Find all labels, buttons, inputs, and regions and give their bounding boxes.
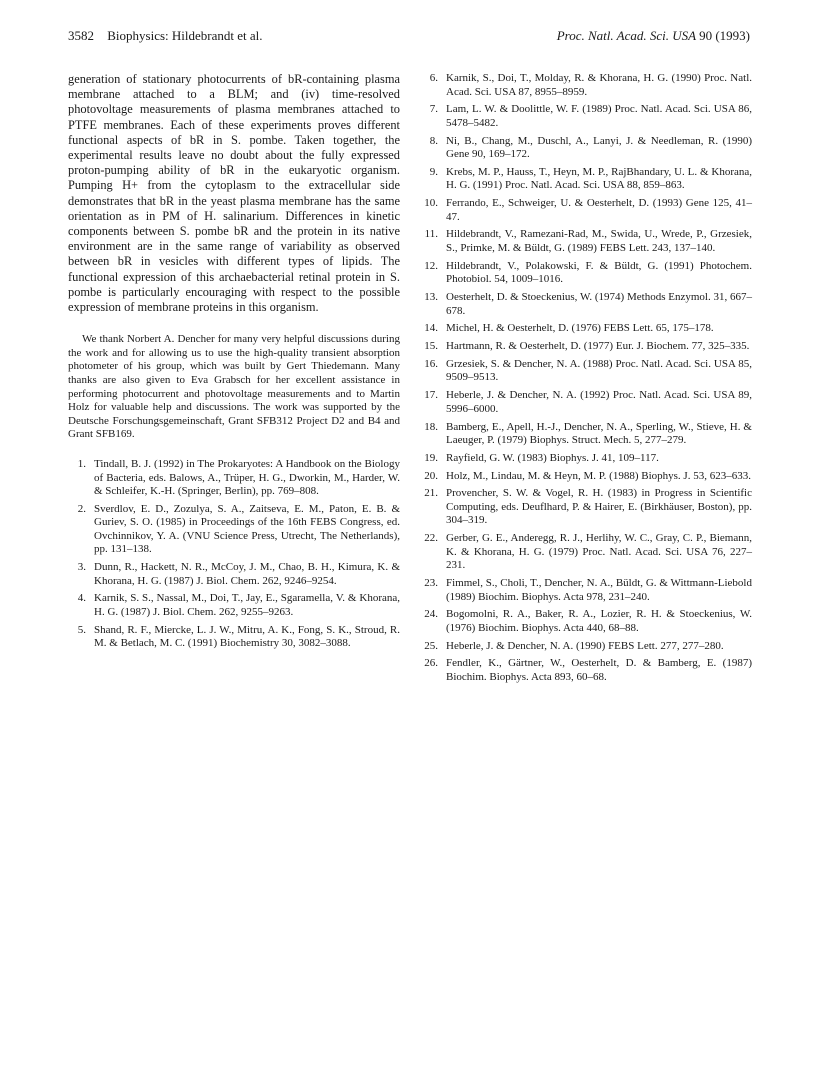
- reference-text: Provencher, S. W. & Vogel, R. H. (1983) in Progress in Scientific Computing, eds. Deuflhard, P. & Hairer, E. (Birkhäuser, Boston), pp. 304–319.: [446, 487, 752, 527]
- reference-text: Hartmann, R. & Oesterhelt, D. (1977) Eur. J. Biochem. 77, 325–335.: [446, 340, 750, 353]
- reference-text: Fimmel, S., Choli, T., Dencher, N. A., Büldt, G. & Wittmann-Liebold (1989) Biochim. Biophys. Acta 978, 231–240.: [446, 577, 752, 603]
- reference-item: [420, 577, 752, 604]
- reference-number: 22.: [424, 532, 438, 545]
- reference-number: 17.: [424, 389, 438, 402]
- reference-item: [420, 487, 752, 528]
- reference-text: Tindall, B. J. (1992) in The Prokaryotes: A Handbook on the Biology of Bacteria, eds. Balows, A., Trüper, H. G., Dworkin, M., Harder, W. & Schleifer, K.-H. (Springer, Berlin), pp. 769–808.: [94, 458, 400, 497]
- reference-item: [420, 166, 752, 193]
- reference-number: 10.: [424, 197, 438, 210]
- reference-number: 25.: [424, 639, 438, 652]
- reference-text: Krebs, M. P., Hauss, T., Heyn, M. P., RajBhandary, U. L. & Khorana, H. G. (1991) Proc. Natl. Acad. Sci. USA 88, 859–863.: [446, 165, 752, 192]
- reference-item: [68, 624, 400, 651]
- reference-text: Ferrando, E., Schweiger, U. & Oesterhelt, D. (1993) Gene 125, 41–47.: [446, 197, 752, 223]
- reference-text: Rayfield, G. W. (1983) Biophys. J. 41, 109–117.: [446, 451, 659, 464]
- reference-item: [420, 358, 752, 385]
- reference-number: 16.: [424, 357, 438, 370]
- reference-text: Hildebrandt, V., Polakowski, F. & Büldt, G. (1991) Photochem. Photobiol. 54, 1009–1016.: [446, 259, 752, 286]
- reference-item: [420, 657, 752, 684]
- reference-item: [68, 592, 400, 619]
- left-column: [68, 72, 400, 655]
- reference-item: [68, 503, 400, 557]
- reference-item: [420, 340, 752, 354]
- reference-text: Dunn, R., Hackett, N. R., McCoy, J. M., Chao, B. H., Kimura, K. & Khorana, H. G. (1987) J. Biol. Chem. 262, 9246–9254.: [94, 561, 400, 587]
- reference-text: Shand, R. F., Miercke, L. J. W., Mitru, A. K., Fong, S. K., Stroud, R. M. & Betlach, M. C. (1991) Biochemistry 30, 3082–3088.: [94, 623, 400, 650]
- journal-name: Proc. Natl. Acad. Sci. USA: [556, 28, 696, 43]
- reference-item: [420, 322, 752, 336]
- reference-text: Sverdlov, E. D., Zozulya, S. A., Zaitseva, E. M., Paton, E. B. & Guriev, S. O. (1985) in Proceedings of the 16th FEBS Congress, ed. Ovchinnikov, Y. A. (VNU Science Press, Utrecht, The Netherlands), pp. 131–138.: [94, 502, 400, 556]
- volume-year: 90 (1993): [699, 28, 750, 43]
- header-left: [68, 28, 263, 44]
- reference-list-left: [68, 458, 400, 651]
- reference-text: Karnik, S., Doi, T., Molday, R. & Khorana, H. G. (1990) Proc. Natl. Acad. Sci. USA 87, 8955–8959.: [446, 72, 752, 98]
- reference-number: 20.: [424, 469, 438, 482]
- reference-number: 5.: [77, 623, 86, 636]
- reference-text: Ni, B., Chang, M., Duschl, A., Lanyi, J. & Needleman, R. (1990) Gene 90, 169–172.: [446, 134, 752, 161]
- reference-text: Heberle, J. & Dencher, N. A. (1992) Proc. Natl. Acad. Sci. USA 89, 5996–6000.: [446, 389, 752, 415]
- reference-item: [420, 470, 752, 484]
- reference-text: Bogomolni, R. A., Baker, R. A., Lozier, R. H. & Stoeckenius, W. (1976) Biochim. Biophys. Acta 440, 68–88.: [446, 608, 752, 634]
- reference-number: 1.: [77, 458, 86, 470]
- reference-number: 24.: [424, 608, 438, 621]
- reference-item: [420, 291, 752, 318]
- reference-item: [420, 197, 752, 224]
- reference-item: [420, 389, 752, 416]
- reference-item: [420, 608, 752, 635]
- reference-number: 2.: [77, 502, 86, 515]
- reference-number: 23.: [424, 577, 438, 590]
- reference-text: Heberle, J. & Dencher, N. A. (1990) FEBS Lett. 277, 277–280.: [446, 639, 724, 652]
- reference-number: 6.: [429, 72, 438, 84]
- reference-text: Oesterhelt, D. & Stoeckenius, W. (1974) Methods Enzymol. 31, 667–678.: [446, 291, 752, 317]
- reference-item: [420, 228, 752, 255]
- reference-number: 13.: [424, 291, 438, 304]
- reference-number: 18.: [424, 420, 438, 433]
- right-column: [420, 72, 752, 689]
- running-header: [68, 28, 750, 48]
- reference-item: [420, 452, 752, 466]
- header-right: [557, 28, 750, 44]
- reference-number: 7.: [429, 103, 438, 116]
- reference-text: Hildebrandt, V., Ramezani-Rad, M., Swida, U., Wrede, P., Grzesiek, S., Primke, M. & Büldt, G. (1989) FEBS Lett. 243, 137–140.: [446, 228, 752, 254]
- reference-text: Bamberg, E., Apell, H.-J., Dencher, N. A., Sperling, W., Stieve, H. & Laeuger, P. (1979) Biophys. Struct. Mech. 5, 277–279.: [446, 420, 752, 447]
- reference-item: [420, 421, 752, 448]
- reference-number: 21.: [424, 487, 438, 500]
- reference-text: Karnik, S. S., Nassal, M., Doi, T., Jay, E., Sgaramella, V. & Khorana, H. G. (1987) J. Biol. Chem. 262, 9255–9263.: [94, 592, 400, 618]
- reference-item: [68, 561, 400, 588]
- reference-item: [420, 532, 752, 573]
- reference-item: [420, 72, 752, 99]
- reference-number: 14.: [424, 322, 438, 335]
- reference-item: [68, 458, 400, 499]
- reference-text: Holz, M., Lindau, M. & Heyn, M. P. (1988) Biophys. J. 53, 623–633.: [446, 469, 751, 482]
- reference-number: 12.: [424, 259, 438, 272]
- reference-item: [420, 260, 752, 287]
- reference-text: Gerber, G. E., Anderegg, R. J., Herlihy, W. C., Gray, C. P., Biemann, K. & Khorana, H. G. (1979) Proc. Natl. Acad. Sci. USA 76, 227–231.: [446, 532, 752, 572]
- reference-list-right: [420, 72, 752, 684]
- reference-item: [420, 640, 752, 654]
- reference-number: 4.: [77, 592, 86, 605]
- body-paragraph: generation of stationary photocurrents of bR-containing plasma membrane attached to a BLM; and (iv) time-resolved photovoltage measurements of plasma membranes attached to PTFE membranes. Each of these experiments proves different functional aspects of bR in S. pombe. Taken together, the experimental results leave no doubt about the fully expressed proton-pumping ability of bR in the eukaryotic organism. Pumping H+ from the cytoplasm to the extracellular side demonstrates that bR in the yeast plasma membrane has the same orientation as in PM of H. salinarium. Differences in kinetic components between S. pombe bR and the protein in its native environment are in the same range of variability as observed between bR in vesicles with different types of lipids. The functional expression of this archaebacterial retinal protein in S. pombe is particularly encouraging with respect to the possible expression of membrane proteins in this organism.: [68, 72, 400, 315]
- reference-number: 9.: [429, 165, 438, 178]
- reference-number: 11.: [424, 228, 438, 241]
- reference-text: Michel, H. & Oesterhelt, D. (1976) FEBS Lett. 65, 175–178.: [446, 322, 714, 335]
- reference-text: Grzesiek, S. & Dencher, N. A. (1988) Proc. Natl. Acad. Sci. USA 85, 9509–9513.: [446, 357, 752, 384]
- reference-number: 8.: [429, 134, 438, 147]
- reference-text: Lam, L. W. & Doolittle, W. F. (1989) Proc. Natl. Acad. Sci. USA 86, 5478–5482.: [446, 103, 752, 129]
- reference-item: [420, 135, 752, 162]
- page-number: 3582: [68, 28, 94, 43]
- acknowledgment: We thank Norbert A. Dencher for many very helpful discussions during the work and for allowing us to use the high-quality transient absorption photometer of his group, which was built by Gert Thiedemann. Many thanks are also given to Eva Grabsch for her excellent assistance in performing photocurrent and photovoltage measurements and to Martin Holz for valuable help and discussions. The work was supported by the Deutsche Forschungsgemeinschaft, Grant SFB312 Project D2 and B4 and Grant SFB169.: [68, 333, 400, 441]
- reference-number: 26.: [424, 657, 438, 670]
- reference-number: 15.: [424, 340, 438, 353]
- reference-number: 19.: [424, 451, 438, 464]
- reference-number: 3.: [77, 561, 86, 574]
- reference-item: [420, 103, 752, 130]
- header-section: Biophysics: Hildebrandt et al.: [107, 28, 263, 43]
- reference-text: Fendler, K., Gärtner, W., Oesterhelt, D. & Bamberg, E. (1987) Biochim. Biophys. Acta 893, 60–68.: [446, 657, 752, 683]
